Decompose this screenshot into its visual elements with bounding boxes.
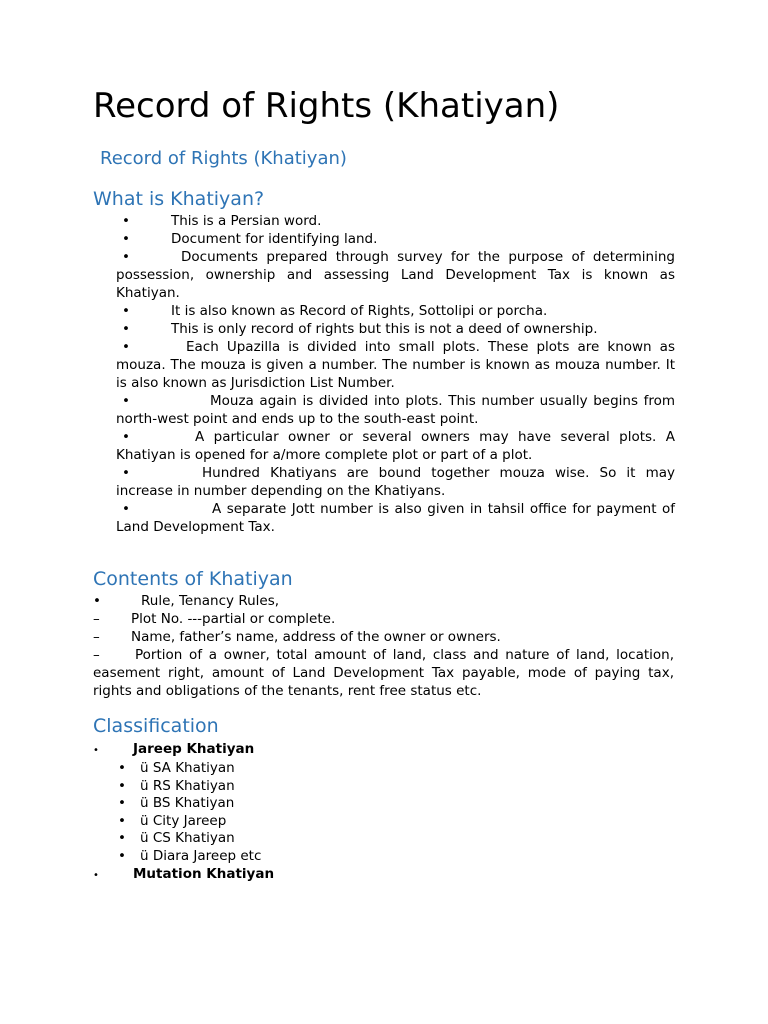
dash-icon: – [93, 611, 100, 627]
bullet-icon: • [118, 777, 126, 794]
what-is-khatiyan-item [116, 320, 675, 338]
what-is-khatiyan-item-text: Hundred Khatiyans are bound together mouza wise. So it may increase in number depending on the Khatiyans. [116, 465, 675, 499]
dash-icon: – [93, 629, 100, 645]
bullet-icon: • [122, 213, 130, 229]
jareep-sub-item [116, 830, 416, 848]
jareep-sub-item-text: ü RS Khatiyan [140, 777, 235, 794]
bullet-icon: • [118, 847, 126, 864]
document-title: Record of Rights (Khatiyan) [93, 86, 560, 126]
bullet-icon: • [93, 745, 99, 756]
bullet-icon: • [93, 593, 101, 609]
bullet-icon: • [93, 870, 99, 881]
what-is-khatiyan-item-text: It is also known as Record of Rights, Sottolipi or porcha. [171, 303, 548, 319]
jareep-sub-item [116, 795, 416, 813]
bullet-icon: • [118, 830, 126, 846]
contents-item [93, 628, 674, 646]
classification-item-mutation-khatiyan [93, 865, 275, 885]
what-is-khatiyan-item-text: A particular owner or several owners may have several plots. A Khatiyan is opened for a/more complete plot or part of a plot. [116, 429, 675, 463]
dash-icon: – [93, 647, 100, 663]
what-is-khatiyan-item-text: Document for identifying land. [171, 231, 378, 247]
bullet-icon: • [122, 429, 130, 445]
section-heading-what-is-khatiyan: What is Khatiyan? [93, 188, 265, 210]
classification-item-label: Jareep Khatiyan [133, 741, 255, 757]
bullet-icon: • [122, 501, 130, 517]
what-is-khatiyan-item-text: Each Upazilla is divided into small plots. These plots are known as mouza. The mouza is given a number. The number is known as mouza number. It is also known as Jurisdiction List Number. [116, 339, 675, 391]
bullet-icon: • [122, 303, 130, 319]
bullet-icon: • [118, 795, 126, 811]
contents-item [93, 592, 674, 610]
what-is-khatiyan-item-text: This is only record of rights but this is not a deed of ownership. [171, 321, 598, 337]
contents-item [93, 646, 674, 700]
what-is-khatiyan-item [116, 392, 675, 428]
jareep-sub-item [116, 848, 416, 866]
jareep-sub-item-text: ü BS Khatiyan [140, 795, 235, 811]
contents-list [93, 592, 674, 700]
contents-item-text: Rule, Tenancy Rules, [141, 593, 280, 609]
jareep-sub-item-text: ü City Jareep [140, 812, 227, 829]
jareep-sub-item-text: ü Diara Jareep etc [140, 847, 262, 864]
what-is-khatiyan-item-text: Mouza again is divided into plots. This number usually begins from north-west point and ends up to the south-east point. [116, 393, 675, 427]
bullet-icon: • [122, 465, 130, 481]
document-subtitle: Record of Rights (Khatiyan) [100, 148, 347, 169]
jareep-sub-item-text: ü SA Khatiyan [140, 760, 235, 776]
what-is-khatiyan-item-text: Documents prepared through survey for the purpose of determining possession, ownership and assessing Land Development Tax is known as Khatiyan. [116, 249, 675, 301]
jareep-sub-item-text: ü CS Khatiyan [140, 830, 235, 846]
contents-item-text: Portion of a owner, total amount of land, class and nature of land, location, easement right, amount of Land Development Tax payable, mode of paying tax, rights and obligations of the tenants, rent free status etc. [93, 647, 674, 699]
classification-item-jareep-khatiyan [93, 740, 255, 760]
what-is-khatiyan-item [116, 302, 675, 320]
section-heading-contents-of-khatiyan: Contents of Khatiyan [93, 568, 293, 590]
what-is-khatiyan-list [116, 212, 675, 536]
contents-item [93, 610, 674, 628]
what-is-khatiyan-item [116, 464, 675, 500]
bullet-icon: • [122, 393, 130, 409]
jareep-sub-item [116, 813, 416, 831]
what-is-khatiyan-item [116, 212, 675, 230]
contents-item-text: Name, father’s name, address of the owner or owners. [131, 629, 501, 645]
what-is-khatiyan-item [116, 248, 675, 302]
what-is-khatiyan-item [116, 428, 675, 464]
what-is-khatiyan-item [116, 230, 675, 248]
contents-item-text: Plot No. ---partial or complete. [131, 611, 336, 627]
bullet-icon: • [122, 321, 130, 337]
what-is-khatiyan-item-text: A separate Jott number is also given in tahsil office for payment of Land Development Tax. [116, 501, 675, 535]
classification-item-label: Mutation Khatiyan [133, 866, 275, 882]
bullet-icon: • [118, 760, 126, 776]
what-is-khatiyan-item [116, 500, 675, 536]
bullet-icon: • [122, 339, 130, 355]
what-is-khatiyan-item-text: This is a Persian word. [171, 213, 322, 229]
bullet-icon: • [122, 249, 130, 265]
jareep-sub-item [116, 760, 416, 778]
jareep-khatiyan-sub-list [116, 760, 416, 865]
section-heading-classification: Classification [93, 715, 219, 737]
jareep-sub-item [116, 778, 416, 796]
what-is-khatiyan-item [116, 338, 675, 392]
bullet-icon: • [118, 812, 126, 829]
bullet-icon: • [122, 231, 130, 247]
